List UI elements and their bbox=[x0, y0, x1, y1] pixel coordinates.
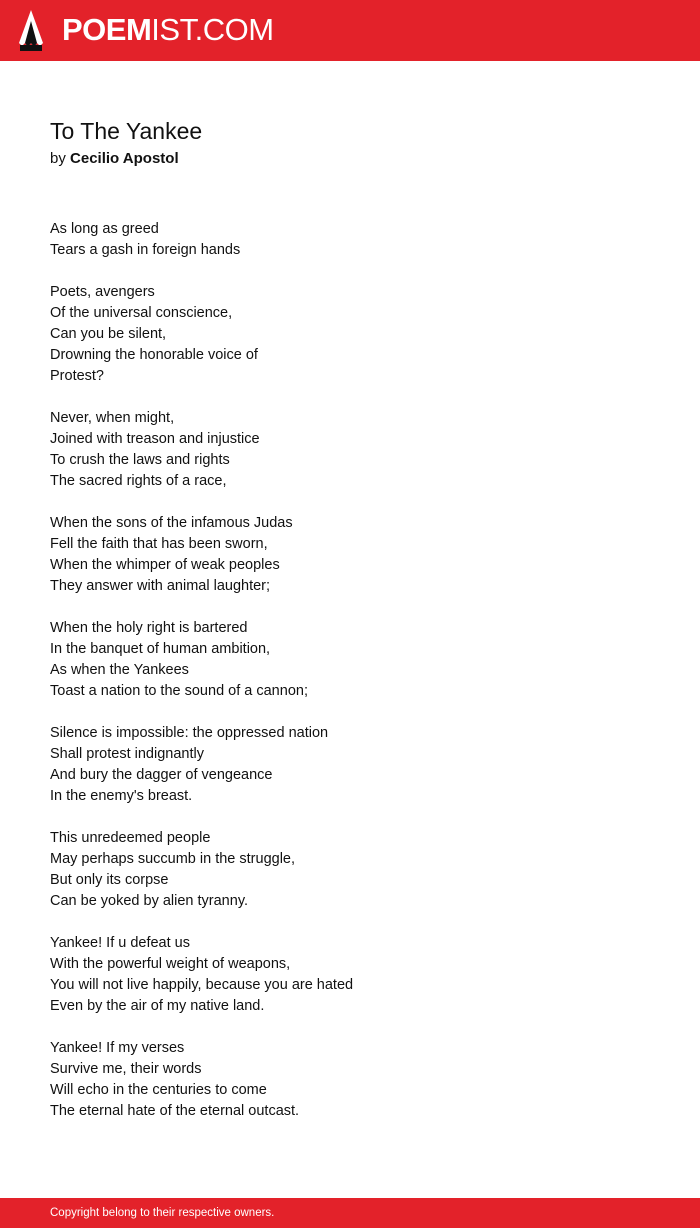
poem-line: Tears a gash in foreign hands bbox=[50, 242, 241, 258]
poem-line: When the holy right is bartered bbox=[50, 620, 248, 636]
pen-nib-icon[interactable] bbox=[18, 10, 44, 51]
logo-text-bold: POEM bbox=[62, 12, 152, 47]
stanza bbox=[50, 723, 650, 807]
poem-line: May perhaps succumb in the struggle, bbox=[50, 851, 296, 867]
poem-line: Poets, avengers bbox=[50, 284, 155, 300]
poem-line: In the banquet of human ambition, bbox=[50, 641, 271, 657]
poem-line: Yankee! If u defeat us bbox=[50, 935, 190, 951]
poem-line: As long as greed bbox=[50, 221, 159, 237]
author-name: Cecilio Apostol bbox=[70, 150, 179, 167]
poem-line: Joined with treason and injustice bbox=[50, 431, 260, 447]
poem-line: When the whimper of weak peoples bbox=[50, 557, 280, 573]
poem-line: As when the Yankees bbox=[50, 662, 189, 678]
poem-line: The eternal hate of the eternal outcast. bbox=[50, 1103, 300, 1119]
poem-line: Of the universal conscience, bbox=[50, 305, 233, 321]
site-header bbox=[0, 0, 700, 61]
stanza bbox=[50, 219, 650, 261]
poem-line: And bury the dagger of vengeance bbox=[50, 767, 273, 783]
stanza bbox=[50, 408, 650, 492]
poem-line: With the powerful weight of weapons, bbox=[50, 956, 291, 972]
poem-line: Drowning the honorable voice of bbox=[50, 347, 258, 363]
poem-line: But only its corpse bbox=[50, 872, 169, 888]
poem-line: Can you be silent, bbox=[50, 326, 167, 342]
site-logo[interactable] bbox=[62, 13, 274, 47]
stanza bbox=[50, 618, 650, 702]
poem-title: To The Yankee bbox=[50, 118, 203, 144]
poem-line: Can be yoked by alien tyranny. bbox=[50, 893, 249, 909]
poem-line: The sacred rights of a race, bbox=[50, 473, 227, 489]
poem-line: To crush the laws and rights bbox=[50, 452, 230, 468]
poem-line: You will not live happily, because you are hated bbox=[50, 977, 354, 993]
stanza bbox=[50, 1038, 650, 1122]
logo-text-light: IST.COM bbox=[151, 12, 274, 47]
stanza bbox=[50, 282, 650, 387]
copyright-text: Copyright belong to their respective owners. bbox=[50, 1207, 275, 1219]
by-label: by bbox=[50, 150, 66, 167]
byline bbox=[50, 149, 179, 169]
poem-line: Shall protest indignantly bbox=[50, 746, 204, 762]
stanza bbox=[50, 933, 650, 1017]
poem-line: Will echo in the centuries to come bbox=[50, 1082, 267, 1098]
site-footer bbox=[0, 1198, 700, 1228]
poem-line: Even by the air of my native land. bbox=[50, 998, 265, 1014]
stanza bbox=[50, 513, 650, 597]
poem-line: Silence is impossible: the oppressed nation bbox=[50, 725, 329, 741]
poem-line: When the sons of the infamous Judas bbox=[50, 515, 293, 531]
poem-line: In the enemy's breast. bbox=[50, 788, 193, 804]
poem-line: Survive me, their words bbox=[50, 1061, 202, 1077]
poem-line: Yankee! If my verses bbox=[50, 1040, 185, 1056]
poem-line: Toast a nation to the sound of a cannon; bbox=[50, 683, 308, 699]
poem-body bbox=[50, 219, 650, 1143]
poem-line: This unredeemed people bbox=[50, 830, 211, 846]
poem-line: Protest? bbox=[50, 368, 104, 384]
stanza bbox=[50, 828, 650, 912]
poem-line: They answer with animal laughter; bbox=[50, 578, 271, 594]
poem-line: Never, when might, bbox=[50, 410, 175, 426]
poem-line: Fell the faith that has been sworn, bbox=[50, 536, 268, 552]
